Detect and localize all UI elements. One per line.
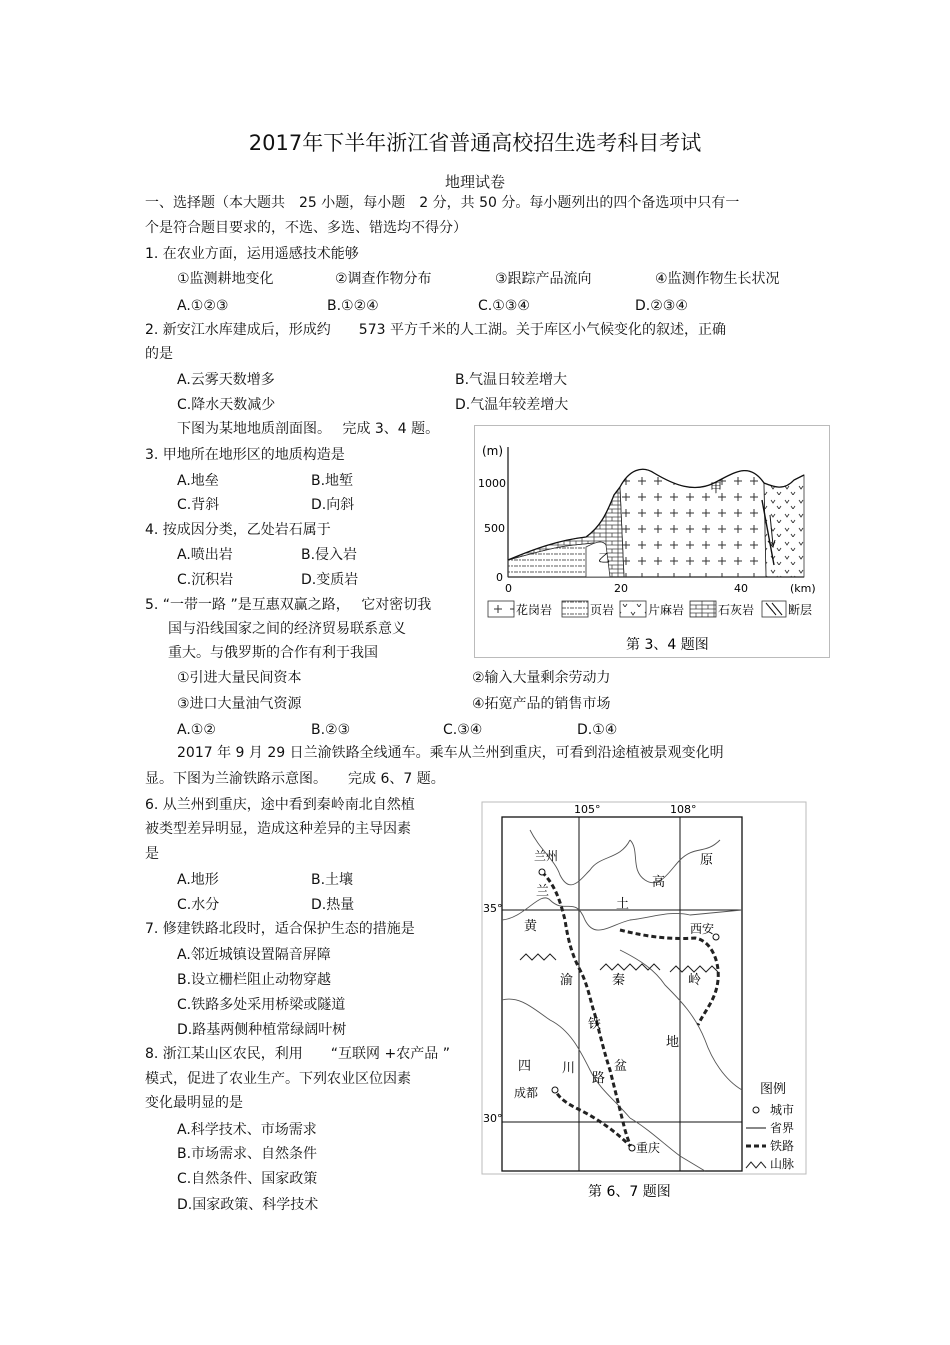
y-axis-unit: (m): [482, 444, 504, 458]
intro-q3-q4: 下图为某地地质剖面图。 完成 3、4 题。: [177, 421, 440, 437]
q8-option-c: C.自然条件、国家政策: [177, 1171, 318, 1187]
region-label: 盆: [614, 1059, 628, 1074]
intro-q6-q7-line2: 显。下图为兰渝铁路示意图。 完成 6、7 题。: [145, 771, 445, 787]
geologic-cross-section-figure: [474, 425, 830, 658]
lanyu-railway-map-figure: [480, 800, 808, 1200]
q3-option-d: D.向斜: [311, 497, 355, 513]
legend-label: 花岗岩: [516, 603, 553, 617]
q8-stem-line1: 8. 浙江某山区农民，利用 “互联网 +农产品 ”: [145, 1046, 450, 1062]
legend-label: 片麻岩: [648, 603, 685, 617]
city-label: 西安: [690, 922, 715, 936]
q6-option-d: D.热量: [311, 897, 355, 913]
q2-option-a: A.云雾天数增多: [177, 372, 275, 388]
legend-label: 铁路: [770, 1139, 795, 1153]
q1-stem: 1. 在农业方面，运用遥感技术能够: [145, 246, 359, 262]
q6-stem-line3: 是: [145, 846, 159, 862]
q8-stem-line3: 变化最明显的是: [145, 1095, 243, 1111]
q8-option-b: B.市场需求、自然条件: [177, 1146, 318, 1162]
q4-option-a: A.喷出岩: [177, 547, 233, 563]
q1-item: ①监测耕地变化: [177, 271, 274, 287]
q2-stem-line1: 2. 新安江水库建成后，形成约 573 平方千米的人工湖。关于库区小气候变化的叙述，正确: [145, 322, 726, 338]
q1-item: ③跟踪产品流向: [495, 271, 592, 287]
q5-stem-line3: 重大。与俄罗斯的合作有利于我国: [168, 645, 378, 661]
lat-label: 35°: [483, 902, 503, 915]
region-label: 渝: [560, 973, 574, 988]
legend-city-icon: [753, 1107, 759, 1113]
q6-option-b: B.土壤: [311, 872, 354, 888]
figure-caption: 第 6、7 题图: [588, 1184, 671, 1200]
q6-stem-line1: 6. 从兰州到重庆，途中看到秦岭南北自然植: [145, 797, 415, 813]
lon-label: 108°: [670, 803, 697, 816]
lat-label: 30°: [483, 1112, 503, 1125]
city-marker-lanzhou: [539, 869, 545, 875]
legend-swatch-limestone: [690, 601, 716, 617]
q8-stem-line2: 模式，促进了农业生产。下列农业区位因素: [145, 1071, 411, 1087]
legend-swatch-gneiss: [620, 601, 646, 617]
region-label: 四: [518, 1059, 532, 1074]
legend-title: 图例: [760, 1082, 787, 1097]
legend-label: 山脉: [770, 1157, 795, 1171]
q7-option-c: C.铁路多处采用桥梁或隧道: [177, 997, 346, 1013]
q4-stem: 4. 按成因分类，乙处岩石属于: [145, 522, 331, 538]
legend-swatch-fault: [762, 601, 786, 617]
q1-option-a: A.①②③: [177, 298, 229, 314]
figure-caption: 第 3、4 题图: [626, 637, 709, 653]
q4-option-d: D.变质岩: [301, 572, 359, 588]
city-label: 重庆: [636, 1141, 661, 1155]
label-jia: 甲: [710, 481, 723, 495]
q3-option-a: A.地垒: [177, 473, 219, 489]
y-tick-label: 0: [496, 571, 503, 584]
legend-label: 城市: [770, 1103, 795, 1117]
region-label: 岭: [688, 973, 702, 988]
q2-option-b: B.气温日较差增大: [455, 372, 568, 388]
q5-option-a: A.①②: [177, 722, 216, 738]
region-label: 原: [700, 853, 714, 868]
region-label: 铁: [588, 1017, 602, 1032]
q5-option-d: D.①④: [577, 722, 618, 738]
x-tick-label: 20: [614, 582, 628, 595]
q3-option-b: B.地堑: [311, 473, 354, 489]
gneiss-layer: [764, 475, 804, 577]
region-label: 路: [592, 1071, 606, 1086]
q2-stem-line2: 的是: [145, 346, 173, 362]
q4-option-b: B.侵入岩: [301, 547, 358, 563]
x-tick-label: 40: [734, 582, 748, 595]
q4-option-c: C.沉积岩: [177, 572, 234, 588]
region-label: 黄: [524, 919, 538, 934]
q3-stem: 3. 甲地所在地形区的地质构造是: [145, 447, 345, 463]
q5-stem-line2: 国与沿线国家之间的经济贸易联系意义: [168, 621, 406, 637]
q6-option-c: C.水分: [177, 897, 220, 913]
legend-label: 省界: [770, 1121, 795, 1135]
legend-swatch-granite: [488, 601, 514, 617]
q7-option-d: D.路基两侧种植常绿阔叶树: [177, 1022, 347, 1038]
q1-item: ④监测作物生长状况: [655, 271, 780, 287]
q3-option-c: C.背斜: [177, 497, 220, 513]
q1-item: ②调查作物分布: [335, 271, 432, 287]
q5-option-b: B.②③: [311, 722, 351, 738]
q5-item: ③进口大量油气资源: [177, 696, 302, 712]
city-marker-chengdu: [552, 1087, 558, 1093]
region-label: 地: [666, 1035, 680, 1050]
q5-option-c: C.③④: [443, 722, 483, 738]
q8-option-a: A.科学技术、市场需求: [177, 1122, 317, 1138]
q6-option-a: A.地形: [177, 872, 219, 888]
q1-option-d: D.②③④: [635, 298, 688, 314]
legend-label: 石灰岩: [718, 603, 755, 617]
region-label: 川: [562, 1061, 576, 1076]
city-label: 成都: [514, 1086, 539, 1100]
q7-option-a: A.邻近城镇设置隔音屏障: [177, 947, 331, 963]
x-axis-unit: (km): [790, 582, 816, 595]
x-tick-label: 0: [505, 582, 512, 595]
legend-label: 页岩: [590, 603, 615, 617]
region-label: 高: [652, 875, 666, 890]
city-marker-chongqing: [629, 1145, 635, 1151]
q5-item: ②输入大量剩余劳动力: [472, 670, 611, 686]
q1-option-c: C.①③④: [478, 298, 530, 314]
legend-label: 断层: [788, 603, 813, 617]
legend: [488, 601, 812, 617]
exam-subtitle: 地理试卷: [444, 173, 505, 191]
q7-option-b: B.设立栅栏阻止动物穿越: [177, 972, 332, 988]
section-intro-line1: 一、选择题（本大题共 25 小题，每小题 2 分，共 50 分。每小题列出的四个备选项中只有一: [145, 195, 740, 211]
q6-stem-line2: 被类型差异明显，造成这种差异的主导因素: [145, 821, 411, 837]
y-tick-label: 1000: [478, 477, 506, 490]
figure-frame: [482, 802, 806, 1174]
q2-option-c: C.降水天数减少: [177, 397, 276, 413]
region-label: 土: [616, 897, 630, 912]
label-yi: 乙: [598, 551, 611, 565]
exam-title: 2017年下半年浙江省普通高校招生选考科目考试: [248, 131, 702, 155]
intro-q6-q7-line1: 2017 年 9 月 29 日兰渝铁路全线通车。乘车从兰州到重庆，可看到沿途植被景观变化明: [177, 745, 724, 761]
q7-stem: 7. 修建铁路北段时，适合保护生态的措施是: [145, 921, 415, 937]
q2-option-d: D.气温年较差增大: [455, 397, 569, 413]
region-label: 秦: [612, 973, 626, 988]
q5-item: ④拓宽产品的销售市场: [472, 696, 611, 712]
legend-swatch-shale: [562, 601, 588, 617]
q1-option-b: B.①②④: [327, 298, 379, 314]
city-label: 兰州: [534, 849, 559, 863]
q5-stem-line1: 5. “一带一路 ”是互惠双赢之路， 它对密切我: [145, 597, 432, 613]
q8-option-d: D.国家政策、科学技术: [177, 1197, 319, 1213]
y-tick-label: 500: [484, 522, 505, 535]
region-label: 兰: [536, 884, 550, 899]
section-intro-line2: 个是符合题目要求的，不选、多选、错选均不得分）: [145, 220, 467, 236]
q5-item: ①引进大量民间资本: [177, 670, 302, 686]
lon-label: 105°: [574, 803, 601, 816]
